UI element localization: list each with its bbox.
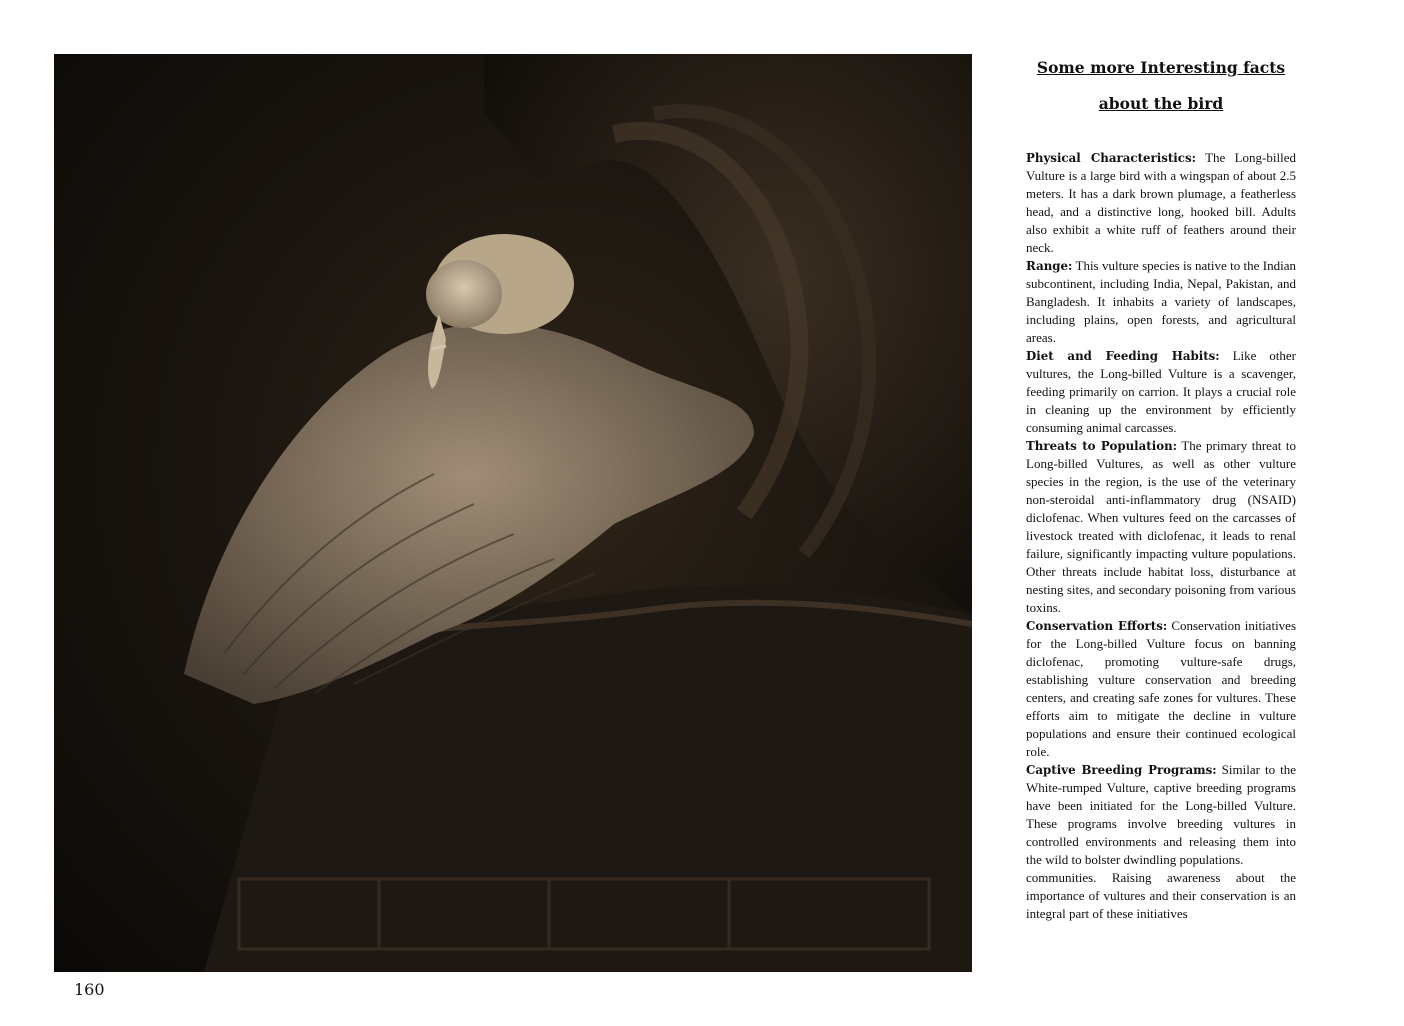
fact-label: Captive Breeding Programs:: [1026, 763, 1217, 777]
vulture-photo: [54, 54, 972, 972]
heading-line-2: about the bird: [1098, 94, 1224, 113]
fact-paragraph: [1026, 761, 1296, 869]
fact-text: Conservation initiatives for the Long-billed Vulture focus on banning diclofenac, promoting vulture-safe drugs, establishing vulture conservation and breeding centers, and creating safe zones for vultures. These efforts aim to mitigate the decline in vulture populations and ensure their continued ecological role.: [1026, 618, 1297, 759]
fact-text: communities. Raising awareness about the importance of vultures and their conservation is an integral part of these initiatives: [1026, 870, 1296, 921]
fact-text: The Long-billed Vulture is a large bird with a wingspan of about 2.5 meters. It has a dark brown plumage, a featherless head, and a distinctive long, hooked bill. Adults also exhibit a white ruff of feathers around their neck.: [1026, 150, 1296, 255]
fact-label: Conservation Efforts:: [1026, 619, 1168, 633]
facts-body: [1026, 149, 1296, 923]
fact-label: Diet and Feeding Habits:: [1026, 349, 1220, 363]
fact-paragraph: [1026, 869, 1296, 923]
vulture-illustration: [54, 54, 972, 972]
fact-paragraph: [1026, 149, 1296, 257]
fact-text: This vulture species is native to the Indian subcontinent, including India, Nepal, Pakistan, and Bangladesh. It inhabits a variety of landscapes, including plains, open forests, and agricultural areas.: [1026, 258, 1296, 345]
fact-paragraph: [1026, 347, 1296, 437]
fact-label: Physical Characteristics:: [1026, 151, 1196, 165]
fact-label: Threats to Population:: [1026, 439, 1178, 453]
fact-paragraph: [1026, 257, 1296, 347]
fact-text: Similar to the White-rumped Vulture, captive breeding programs have been initiated for the Long-billed Vulture. These programs involve breeding vultures in controlled environments and releasing them into the wild to bolster dwindling populations.: [1026, 762, 1296, 867]
page-number: 160: [74, 980, 105, 999]
fact-paragraph: [1026, 437, 1296, 617]
fact-label: Range:: [1026, 259, 1073, 273]
heading-line-1: Some more Interesting facts: [1036, 58, 1286, 77]
fact-text: The primary threat to Long-billed Vultures, as well as other vulture species in the region, is the use of the veterinary non-steroidal anti-inflammatory drug (NSAID) diclofenac. When vultures feed on the carcasses of livestock treated with diclofenac, it leads to renal failure, significantly impacting vulture populations. Other threats include habitat loss, disturbance at nesting sites, and secondary poisoning from various toxins.: [1026, 438, 1296, 615]
fact-paragraph: [1026, 617, 1296, 761]
fact-text: Like other vultures, the Long-billed Vulture is a scavenger, feeding primarily on carrion. It plays a crucial role in cleaning up the environment by efficiently consuming animal carcasses.: [1026, 348, 1296, 435]
